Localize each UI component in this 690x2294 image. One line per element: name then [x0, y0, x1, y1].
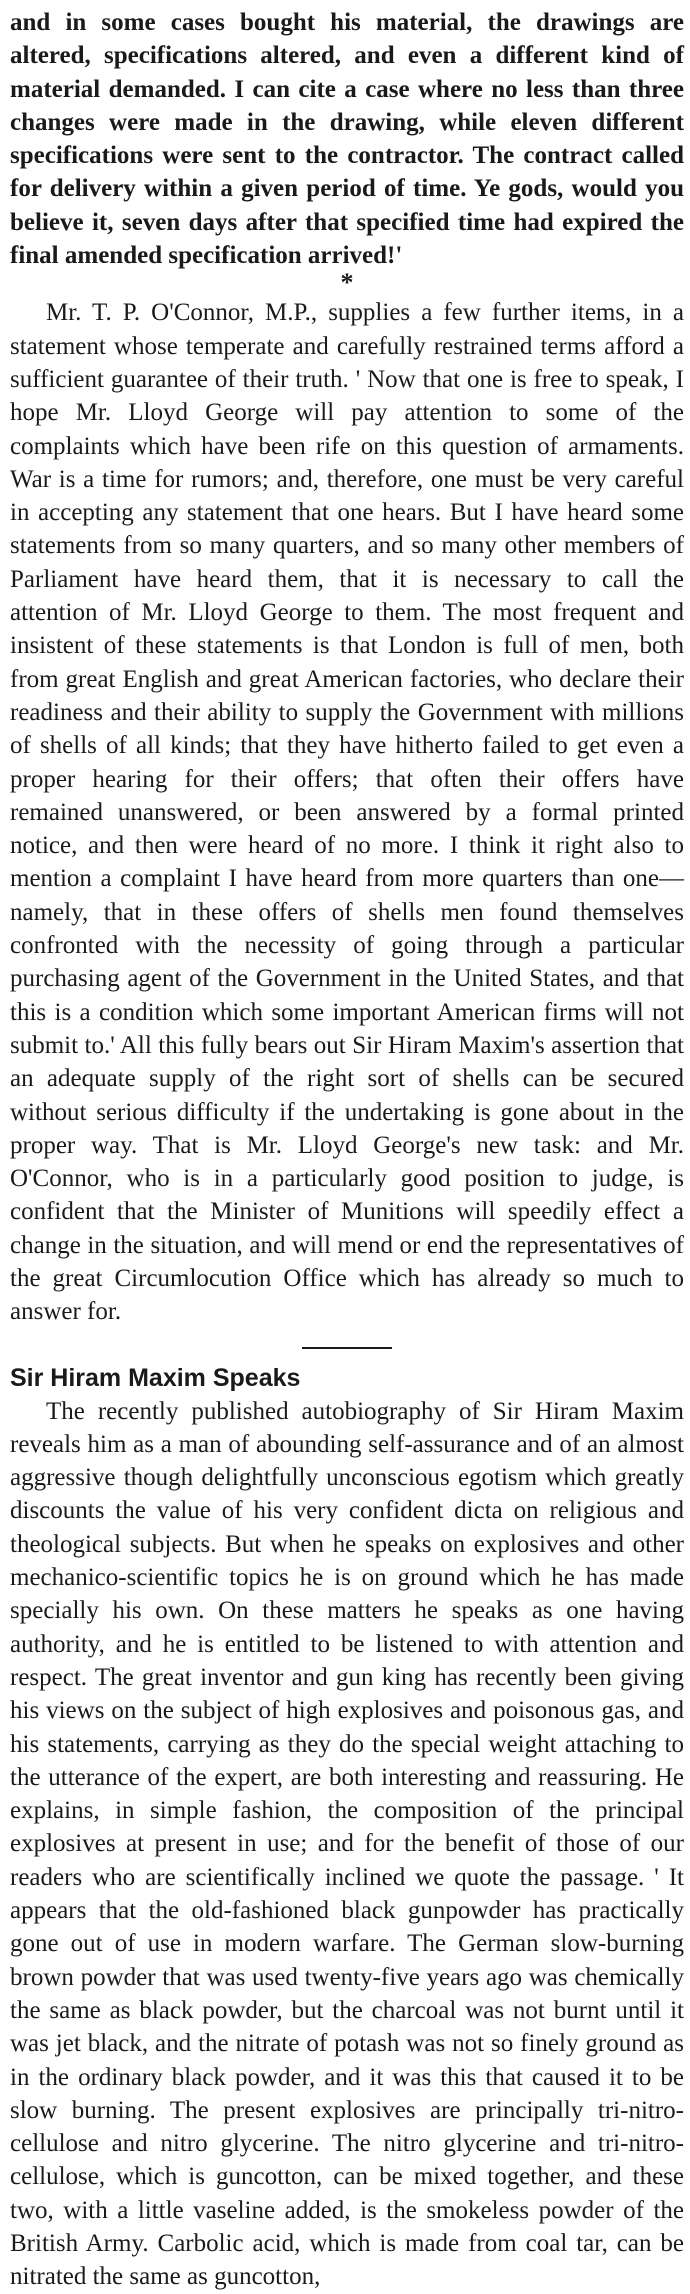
maxim-paragraph: The recently published autobiography of Sir Hiram Maxim reveals him as a man of abounding self-assurance and of an almost aggressive though delightfully unconscious egotism which greatly discounts the value of his very confident dicta on religious and theological subjects. But when he speaks on explosives and other mechanico-scientific topics he is on ground which he has made specially his own. On these matters he speaks as one having authority, and he is entitled to be listened to with attention and respect. The great inventor and gun king has recently been giving his views on the subject of high explosives and poisonous gas, and his statements, carrying as they do the special weight attaching to the utterance of the expert, are both interesting and reassuring. He explains, in simple fashion, the composition of the principal explosives at present in use; and for the benefit of those of our readers who are scientifically inclined we quote the passage. ' It appears that the old-fashioned black gunpowder has practically gone out of use in modern warfare. The German slow-burning brown powder that was used twenty-five years ago was chemically the same as black powder, but the charcoal was not burnt until it was jet black, and the nitrate of potash was not so finely ground as in the ordinary black powder, and it was this that caused it to be slow burning. The present explosives are principally tri-nitro-cellulose and nitro glycerine. The nitro glycerine and tri-nitro-cellulose, which is guncotton, can be mixed together, and these two, with a little vaseline added, is the smokeless powder of the British Army. Carbolic acid, which is made from coal tar, can be nitrated the same as guncotton,	[10, 1397, 684, 2291]
asterisk-separator: *	[340, 268, 354, 298]
section-divider-rule	[302, 1347, 392, 1349]
oconnor-paragraph: Mr. T. P. O'Connor, M.P., supplies a few further items, in a statement whose temperate and carefully restrained terms afford a sufficient guarantee of their truth. ' Now that one is free to speak, I hope Mr. Lloyd George will pay attention to some of the complaints which have been rife on this question of armaments. War is a time for rumors; and, therefore, one must be very careful in accepting any statement that one hears. But I have heard some statements from so many quarters, and so many other members of Parliament have heard them, that it is necessary to call the attention of Mr. Lloyd George to them. The most frequent and insistent of these statements is that London is full of men, both from great English and great American factories, who declare their readiness and their ability to supply the Government with millions of shells of all kinds; that they have hitherto failed to get even a proper hearing for their offers; that often their offers have remained unanswered, or been answered by a formal printed notice, and then were heard of no more. I think it right also to mention a complaint I have heard from more quarters than one—namely, that in these offers of shells men found themselves confronted with the necessity of going through a particular purchasing agent of the Government in the United States, and that this is a condition which some important American firms will not submit to.' All this fully bears out Sir Hiram Maxim's assertion that an adequate supply of the right sort of shells can be secured without serious difficulty if the undertaking is gone about in the proper way. That is Mr. Lloyd George's new task: and Mr. O'Connor, who is in a particularly good position to judge, is confident that the Minister of Munitions will speedily effect a change in the situation, and will mend or end the representatives of the great Circumlocution Office which has already so much to answer for.	[10, 299, 684, 1326]
section-heading: Sir Hiram Maxim Speaks	[10, 1363, 301, 1392]
opening-paragraph: and in some cases bought his material, the drawings are altered, specifications altered, and even a different kind of material demanded. I can cite a case where no less than three changes were made in the drawing, while eleven different specifications were sent to the contractor. The contract called for delivery within a given period of time. Ye gods, would you believe it, seven days after that specified time had expired the final amended specification arrived!'	[10, 9, 684, 270]
